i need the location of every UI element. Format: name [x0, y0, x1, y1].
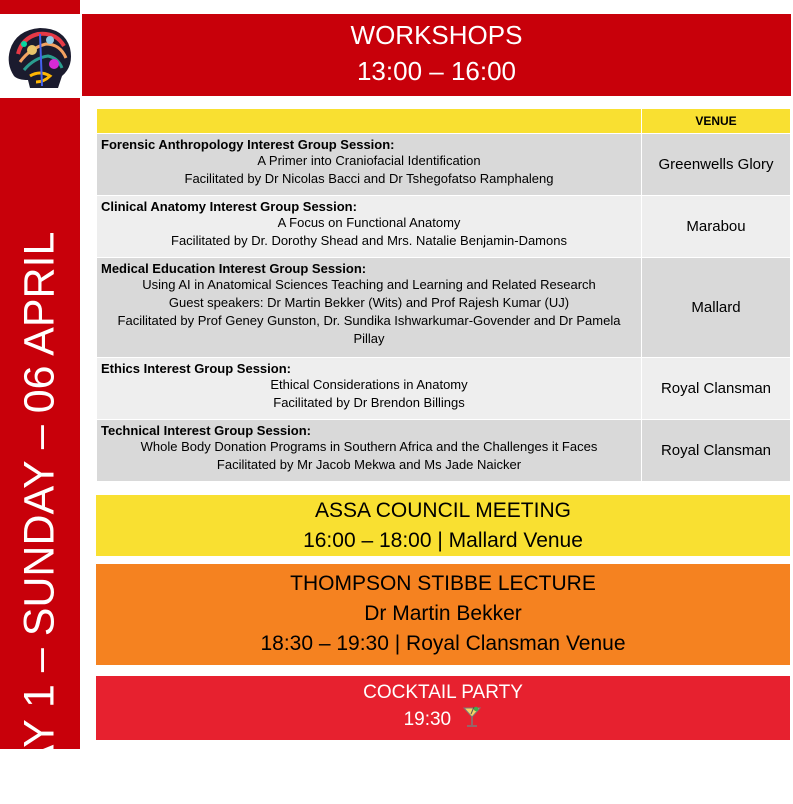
session-detail: Facilitated by Dr Brendon Billings: [273, 395, 465, 410]
lecture-title: THOMPSON STIBBE LECTURE: [290, 572, 596, 595]
top-red-strip: [0, 0, 80, 14]
lecture-banner: [96, 564, 790, 665]
session-detail: Facilitated by Dr Nicolas Bacci and Dr Tshegofatso Ramphaleng: [184, 171, 554, 186]
session-detail: Ethical Considerations in Anatomy: [270, 377, 468, 392]
session-title: Technical Interest Group Session:: [101, 423, 311, 438]
party-title: COCKTAIL PARTY: [363, 682, 523, 703]
colorful-brain-head-icon: [0, 14, 80, 98]
venue-cell: Mallard: [642, 258, 791, 358]
session-detail: Whole Body Donation Programs in Southern Africa and the Challenges it Faces: [140, 439, 598, 454]
workshops-table: [96, 108, 791, 482]
session-detail: Using AI in Anatomical Sciences Teaching and Learning and Related Research: [142, 277, 596, 292]
session-cell: [97, 258, 642, 358]
lecture-speaker: Dr Martin Bekker: [364, 602, 522, 625]
session-cell: [97, 196, 642, 258]
session-detail: Guest speakers: Dr Martin Bekker (Wits) and Prof Rajesh Kumar (UJ): [168, 295, 570, 310]
venue-cell: Greenwells Glory: [642, 134, 791, 196]
session-title: Forensic Anthropology Interest Group Session:: [101, 137, 395, 152]
table-row: [97, 420, 791, 482]
session-cell: [97, 134, 642, 196]
council-title: ASSA COUNCIL MEETING: [315, 499, 571, 522]
session-title: Medical Education Interest Group Session:: [101, 261, 367, 276]
header-title: WORKSHOPS: [350, 20, 523, 50]
council-details: 16:00 – 18:00 | Mallard Venue: [303, 529, 583, 552]
venue-cell: Royal Clansman: [642, 358, 791, 420]
party-time: 19:30: [403, 709, 452, 730]
table-row: [97, 134, 791, 196]
table-row: [97, 358, 791, 420]
session-title: Clinical Anatomy Interest Group Session:: [101, 199, 357, 214]
table-row: [97, 196, 791, 258]
session-detail: Facilitated by Dr. Dorothy Shead and Mrs. Natalie Benjamin-Damons: [171, 233, 567, 248]
table-row: [97, 258, 791, 358]
session-detail: Facilitated by Mr Jacob Mekwa and Ms Jade Naicker: [216, 457, 522, 472]
session-title: Ethics Interest Group Session:: [101, 361, 291, 376]
session-cell: [97, 358, 642, 420]
header-time: 13:00 – 16:00: [356, 56, 517, 86]
session-column-header: [97, 109, 642, 134]
venue-column-header: VENUE: [642, 109, 791, 134]
venue-cell: Royal Clansman: [642, 420, 791, 482]
council-meeting-banner: [96, 495, 790, 556]
session-detail: Facilitated by Prof Geney Gunston, Dr. Sundika Ishwarkumar-Govender and Dr Pamela Pillay: [117, 313, 621, 346]
table-header-row: [97, 109, 791, 134]
lecture-details: 18:30 – 19:30 | Royal Clansman Venue: [260, 632, 626, 655]
cocktail-glass-icon: [462, 706, 482, 728]
session-cell: [97, 420, 642, 482]
logo: [0, 14, 80, 98]
session-detail: A Primer into Craniofacial Identification: [257, 153, 481, 168]
cocktail-party-banner: [96, 676, 790, 740]
venue-cell: Marabou: [642, 196, 791, 258]
workshops-header: [82, 14, 791, 96]
day-label: DAY 1 – SUNDAY – 06 APRIL: [15, 231, 64, 804]
day-sidebar: [0, 98, 80, 804]
party-time-row: [96, 706, 790, 733]
session-detail: A Focus on Functional Anatomy: [277, 215, 461, 230]
